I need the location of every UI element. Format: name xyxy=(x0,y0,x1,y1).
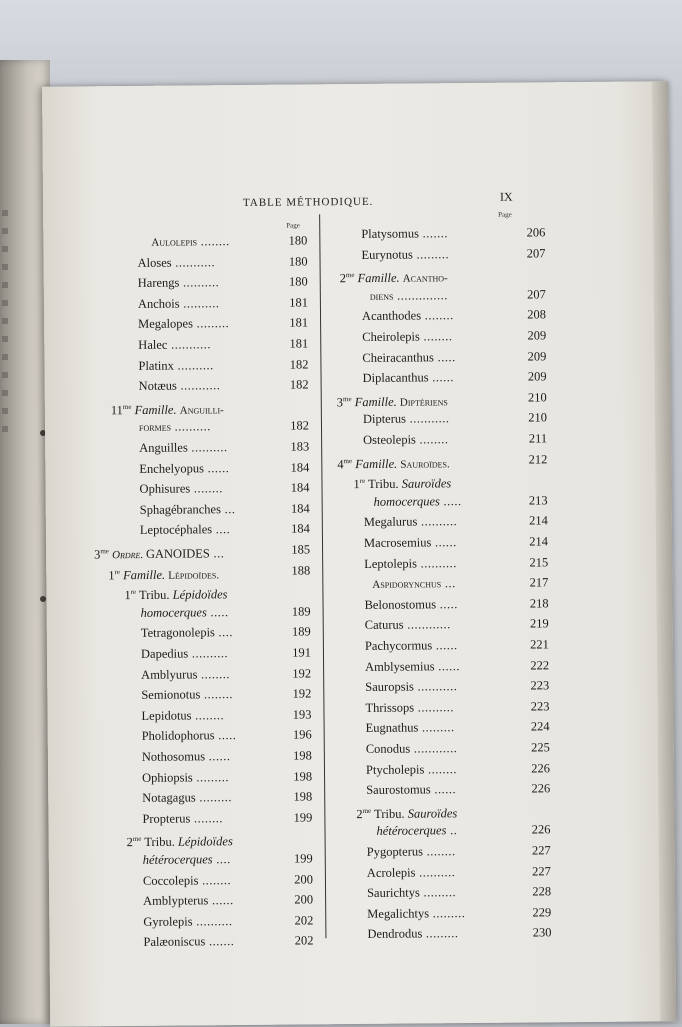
entry-page-number: 222 xyxy=(530,657,550,673)
leader-dots: ...... xyxy=(203,460,230,475)
entry-name: Pholidophorus ..... xyxy=(141,728,237,744)
entry-page-number: 182 xyxy=(289,357,309,372)
index-entry xyxy=(338,511,548,533)
index-entry xyxy=(93,436,309,458)
entry-page-number: 212 xyxy=(528,451,548,467)
entry-name: $11^{me}$ Famille. Anguilli- xyxy=(110,402,224,418)
leader-dots: ...... xyxy=(434,658,460,673)
leader-dots: .......... xyxy=(187,440,228,455)
index-entry xyxy=(92,292,308,314)
leader-dots: .......... xyxy=(416,555,457,571)
entry-name: Megalichtys ......... xyxy=(367,905,466,921)
entry-name: $2^{me}$ Famille. Acantho- xyxy=(339,270,448,286)
entry-name: formes .......... xyxy=(138,419,211,435)
entry-name: Macrosemius ...... xyxy=(363,535,457,550)
index-entry xyxy=(337,449,547,471)
index-entry xyxy=(337,470,547,492)
entry-page-number: 182 xyxy=(289,377,309,392)
leader-dots: ............ xyxy=(410,741,458,756)
entry-name: Platinx .......... xyxy=(138,357,214,373)
entry-name: Dipterus ........... xyxy=(362,411,450,427)
leader-dots: ...... xyxy=(428,370,454,385)
entry-page-number: 198 xyxy=(293,789,313,804)
index-entry xyxy=(340,737,550,759)
index-entry xyxy=(93,416,309,438)
entry-page-number: 208 xyxy=(527,307,547,322)
stitch-hole xyxy=(40,596,46,602)
leader-dots: ....... xyxy=(418,226,449,241)
index-entry xyxy=(92,272,308,294)
entry-name: 1re Tribu. Sauroïdes xyxy=(353,476,452,492)
index-entry xyxy=(338,573,548,595)
index-entry xyxy=(341,902,551,924)
entry-name: $3^{me}$ Famille. Diptériens xyxy=(336,394,448,410)
entry-name: Dapedius .......... xyxy=(140,646,229,661)
entry-page-number: 211 xyxy=(528,431,548,446)
entry-page-number: 214 xyxy=(529,513,548,528)
index-entry xyxy=(95,622,311,644)
leader-dots: .......... xyxy=(192,913,233,929)
leader-dots: ........ xyxy=(415,432,449,447)
index-entry xyxy=(97,869,313,891)
leader-dots: ........... xyxy=(176,378,221,393)
index-entry xyxy=(336,264,546,286)
entry-name: Palæoniscus ....... xyxy=(143,934,235,950)
entry-page-number: 223 xyxy=(530,678,550,693)
index-entry xyxy=(336,346,546,368)
index-entry xyxy=(93,478,309,500)
entry-name: Aloses ........... xyxy=(137,254,216,270)
leader-dots: ...... xyxy=(208,893,234,908)
entry-name: Semionotus ........ xyxy=(141,687,234,703)
leader-dots: .... xyxy=(212,852,231,867)
index-entry xyxy=(336,367,546,389)
entry-name: Osteolepis ........ xyxy=(363,432,449,447)
leader-dots: ...... xyxy=(431,535,457,550)
leader-dots: ... xyxy=(209,546,225,561)
index-entry xyxy=(91,251,307,273)
entry-page-number: 191 xyxy=(292,645,312,660)
entry-page-number: 225 xyxy=(530,740,550,755)
leader-dots: ...... xyxy=(205,749,231,764)
leader-dots: ......... xyxy=(418,720,455,735)
right-page-column-label: Page xyxy=(498,210,512,219)
leader-dots: .......... xyxy=(170,419,211,435)
entry-page-number: 202 xyxy=(294,933,314,948)
entry-page-number: 188 xyxy=(291,563,311,578)
entry-page-number: 207 xyxy=(526,245,546,261)
entry-page-number: 182 xyxy=(290,418,310,433)
leader-dots: .......... xyxy=(179,295,220,311)
leader-dots: .......... xyxy=(414,699,455,715)
index-entry xyxy=(94,498,310,520)
entry-page-number: 218 xyxy=(529,596,549,611)
entry-page-number: 209 xyxy=(527,369,547,384)
index-entry xyxy=(96,807,312,829)
index-entry xyxy=(95,704,311,726)
entry-name: Ptycholepis ........ xyxy=(365,761,458,777)
leader-dots: .......... xyxy=(417,514,458,529)
entry-name: $3^{me}$ Ordre. GANOIDES ... xyxy=(94,546,225,562)
entry-name: Eugnathus ......... xyxy=(365,720,455,736)
entry-page-number: 189 xyxy=(291,624,311,639)
leader-dots: ...... xyxy=(430,782,457,797)
entry-name: 1re Famille. Lépidoïdes. xyxy=(108,567,220,582)
leader-dots: ......... xyxy=(412,246,450,262)
leader-dots: ..... xyxy=(436,596,458,612)
index-entry xyxy=(96,787,312,809)
page-number: IX xyxy=(499,189,513,204)
leader-dots: ........ xyxy=(190,810,224,826)
entry-page-number: 189 xyxy=(291,604,311,619)
entry-page-number: 180 xyxy=(288,274,308,289)
index-entry xyxy=(339,676,549,698)
entry-page-number: 210 xyxy=(527,390,547,405)
entry-name: Enchelyopus ...... xyxy=(139,460,230,476)
leader-dots: .... xyxy=(212,522,231,537)
entry-name: Nothosomus ...... xyxy=(141,749,231,764)
entry-name: homocerques ..... xyxy=(373,493,462,509)
leader-dots: ............ xyxy=(403,617,451,632)
index-entry xyxy=(338,531,548,553)
leader-dots: ........ xyxy=(422,844,456,859)
entry-name: diens .............. xyxy=(369,287,448,303)
leader-dots: ........ xyxy=(424,761,458,777)
index-entry xyxy=(97,931,313,953)
entry-page-number: 198 xyxy=(293,768,313,784)
entry-name: Dendrodus ......... xyxy=(367,926,459,942)
entry-page-number: 180 xyxy=(288,254,308,269)
entry-name: $4^{me}$ Famille. Sauroïdes. xyxy=(337,456,450,471)
entry-name: Halec ........... xyxy=(138,337,211,352)
index-entry xyxy=(339,614,549,636)
entry-name: Lepidotus ........ xyxy=(141,707,225,723)
leader-dots: ........... xyxy=(405,411,450,426)
index-entry xyxy=(94,539,310,561)
leader-dots: ......... xyxy=(192,316,230,331)
index-entry xyxy=(92,333,308,355)
leader-dots: .............. xyxy=(393,287,448,303)
index-entry xyxy=(337,428,547,450)
index-entry xyxy=(340,820,550,842)
entry-name: Acrolepis .......... xyxy=(366,864,456,880)
entry-name: Amblysemius ...... xyxy=(365,658,460,674)
entry-name: Belonostomus ..... xyxy=(364,596,458,612)
entry-page-number: 181 xyxy=(289,336,309,351)
left-column xyxy=(91,230,313,952)
leader-dots: ........... xyxy=(413,679,458,694)
entry-page-number: 209 xyxy=(527,328,547,343)
entry-name: Eurynotus ......... xyxy=(361,246,450,262)
leader-dots: ..... xyxy=(214,728,237,743)
index-entry xyxy=(91,230,307,252)
index-entry xyxy=(339,634,549,656)
leader-dots: ........ xyxy=(197,234,230,249)
entry-page-number: 184 xyxy=(291,521,310,536)
index-entry xyxy=(96,766,312,788)
entry-name: 1re Tribu. Lépidoïdes xyxy=(124,587,228,603)
leader-dots: ... xyxy=(441,576,456,591)
entry-name: Harengs .......... xyxy=(137,275,220,291)
leader-dots: ........ xyxy=(200,687,234,702)
leader-dots: ......... xyxy=(422,926,459,941)
entry-page-number: 227 xyxy=(531,843,551,858)
index-entry xyxy=(95,642,311,664)
index-entry xyxy=(96,745,312,767)
leader-dots: ........ xyxy=(190,481,223,496)
right-column xyxy=(335,222,551,944)
entry-page-number: 206 xyxy=(526,225,546,240)
index-entry xyxy=(92,313,308,335)
leader-dots: ......... xyxy=(428,905,466,921)
index-entry xyxy=(96,828,312,850)
page-title: TABLE MÉTHODIQUE. xyxy=(242,195,374,209)
entry-name: Platysomus ....... xyxy=(361,226,449,241)
entry-name: Aspidorynchus ... xyxy=(372,576,456,592)
index-entry xyxy=(97,890,313,912)
entry-name: Sphagébranches ... xyxy=(139,501,236,517)
entry-page-number: 207 xyxy=(527,287,546,302)
leader-dots: ........ xyxy=(191,707,225,723)
index-entry xyxy=(336,284,546,306)
entry-name: Caturus ............ xyxy=(364,617,451,633)
entry-name: Gyrolepis .......... xyxy=(143,913,233,929)
entry-page-number: 226 xyxy=(531,760,551,776)
entry-page-number: 200 xyxy=(294,892,314,907)
leader-dots: ...... xyxy=(432,638,458,653)
entry-name: Notæus ........... xyxy=(138,378,221,394)
index-entry xyxy=(337,387,547,409)
entry-name: Megalopes ......... xyxy=(138,316,230,332)
entry-name: Cheirolepis ........ xyxy=(362,329,453,344)
entry-name: Leptolepis .......... xyxy=(364,555,457,571)
entry-name: Anchois .......... xyxy=(137,295,220,311)
leader-dots: ......... xyxy=(192,769,230,785)
entry-name: Diplacanthus ...... xyxy=(362,370,454,386)
entry-page-number: 228 xyxy=(532,884,552,899)
index-entry xyxy=(340,758,550,780)
entry-page-number: 226 xyxy=(531,822,551,837)
entry-name: Aulolepis ........ xyxy=(151,234,230,249)
entry-page-number: 184 xyxy=(290,501,310,516)
entry-page-number: 217 xyxy=(529,575,549,590)
index-entry xyxy=(93,457,309,479)
entry-page-number: 229 xyxy=(532,905,552,920)
entry-name: Megalurus .......... xyxy=(363,514,458,530)
entry-page-number: 214 xyxy=(529,534,549,549)
entry-name: Pachycormus ...... xyxy=(364,638,458,653)
entry-page-number: 184 xyxy=(290,460,310,475)
entry-page-number: 226 xyxy=(531,781,551,796)
index-entry xyxy=(337,408,547,430)
entry-name: Amblypterus ...... xyxy=(143,893,234,909)
index-entry xyxy=(95,684,311,706)
index-entry xyxy=(94,581,310,603)
book-page xyxy=(42,81,676,1026)
entry-page-number: 193 xyxy=(292,707,312,722)
leader-dots: ..... xyxy=(439,493,462,509)
entry-page-number: 223 xyxy=(530,699,550,714)
entry-page-number: 185 xyxy=(291,542,311,557)
entry-name: Acanthodes ........ xyxy=(361,308,454,324)
entry-page-number: 181 xyxy=(289,315,309,330)
entry-page-number: 227 xyxy=(532,863,551,879)
entry-page-number: 202 xyxy=(294,913,314,928)
index-entry xyxy=(341,882,551,904)
entry-page-number: 184 xyxy=(290,480,310,495)
index-entry xyxy=(341,861,551,883)
entry-page-number: 221 xyxy=(530,637,549,652)
entry-page-number: 199 xyxy=(293,810,313,825)
leader-dots: .......... xyxy=(179,275,220,290)
index-entry xyxy=(339,696,549,718)
index-entry xyxy=(335,222,545,244)
entry-name: Conodus ............ xyxy=(365,741,458,756)
entry-name: $2^{me}$ Tribu. Sauroïdes xyxy=(356,806,458,821)
index-entry xyxy=(335,243,545,265)
index-entry xyxy=(341,840,551,862)
leader-dots: ..... xyxy=(206,604,229,620)
leader-dots: ........ xyxy=(198,872,232,887)
index-entry xyxy=(338,490,548,512)
left-page-column-label: Page xyxy=(286,221,300,230)
entry-name: Saurichtys ......... xyxy=(367,885,457,901)
entry-page-number: 210 xyxy=(528,410,547,425)
leader-dots: .......... xyxy=(415,864,456,880)
index-entry xyxy=(336,325,546,347)
entry-page-number: 215 xyxy=(529,554,549,570)
entry-page-number: 198 xyxy=(293,748,312,763)
entry-page-number: 213 xyxy=(528,493,548,508)
entry-name: Notagagus ......... xyxy=(142,790,232,806)
index-entry xyxy=(340,717,550,739)
index-entry xyxy=(338,552,548,574)
entry-name: Coccolepis ........ xyxy=(142,872,232,888)
index-entry xyxy=(341,923,551,945)
entry-page-number: 224 xyxy=(530,719,550,734)
entry-name: $2^{me}$ Tribu. Lépidoïdes xyxy=(126,834,233,850)
leader-dots: ........... xyxy=(167,337,211,352)
leader-dots: ... xyxy=(220,501,236,516)
entry-page-number: 219 xyxy=(529,616,549,631)
entry-name: Sauropsis ........... xyxy=(365,679,458,695)
entry-page-number: 209 xyxy=(527,348,547,364)
facing-page-text-edge xyxy=(2,210,8,440)
leader-dots: .... xyxy=(214,625,234,640)
index-entry xyxy=(96,725,312,747)
leader-dots: ........ xyxy=(197,666,231,681)
leader-dots: ....... xyxy=(205,934,235,949)
index-entry xyxy=(93,395,309,417)
entry-name: Ophiopsis ......... xyxy=(141,769,230,785)
leader-dots: ........... xyxy=(171,254,216,270)
leader-dots: .......... xyxy=(188,646,229,661)
index-entry xyxy=(340,779,550,801)
index-entry xyxy=(336,305,546,327)
leader-dots: ......... xyxy=(195,790,232,805)
entry-page-number: 180 xyxy=(288,233,308,248)
entry-page-number: 192 xyxy=(292,686,312,701)
entry-page-number: 199 xyxy=(293,851,313,866)
entry-name: Thrissops .......... xyxy=(365,699,455,715)
entry-page-number: 200 xyxy=(294,871,313,887)
entry-name: Pygopterus ........ xyxy=(366,844,456,859)
leader-dots: .......... xyxy=(173,357,214,373)
entry-page-number: 192 xyxy=(292,665,312,681)
index-entry xyxy=(95,601,311,623)
index-entry xyxy=(92,354,308,376)
entry-name: homocerques ..... xyxy=(140,604,229,620)
index-entry xyxy=(97,910,313,932)
entry-page-number: 230 xyxy=(532,925,552,940)
index-entry xyxy=(340,799,550,821)
index-entry xyxy=(338,593,548,615)
entry-name: Tetragonolepis .... xyxy=(140,625,234,641)
leader-dots: ......... xyxy=(419,885,457,900)
index-entry xyxy=(93,375,309,397)
leader-dots: ........ xyxy=(419,329,453,344)
leader-dots: .. xyxy=(446,823,458,838)
entry-name: Anguilles .......... xyxy=(139,440,228,455)
index-entry xyxy=(97,848,313,870)
entry-page-number: 183 xyxy=(290,439,310,454)
entry-name: Saurostomus ...... xyxy=(366,782,457,798)
entry-page-number: 181 xyxy=(289,295,308,310)
entry-name: hétérocerques .. xyxy=(376,823,458,839)
index-entry xyxy=(94,519,310,541)
entry-page-number: 196 xyxy=(292,727,312,742)
entry-name: Leptocéphales .... xyxy=(139,522,231,538)
column-divider xyxy=(319,214,326,938)
entry-name: Cheiracanthus ..... xyxy=(362,349,456,365)
leader-dots: ..... xyxy=(433,349,456,364)
index-entry xyxy=(94,560,310,582)
entry-name: Ophisures ........ xyxy=(139,481,223,497)
entry-name: Propterus ........ xyxy=(142,810,224,826)
entry-name: hétérocerques .... xyxy=(142,852,231,867)
index-entry xyxy=(339,655,549,677)
leader-dots: ........ xyxy=(420,308,454,323)
index-entry xyxy=(95,663,311,685)
entry-name: Amblyurus ........ xyxy=(141,666,231,682)
